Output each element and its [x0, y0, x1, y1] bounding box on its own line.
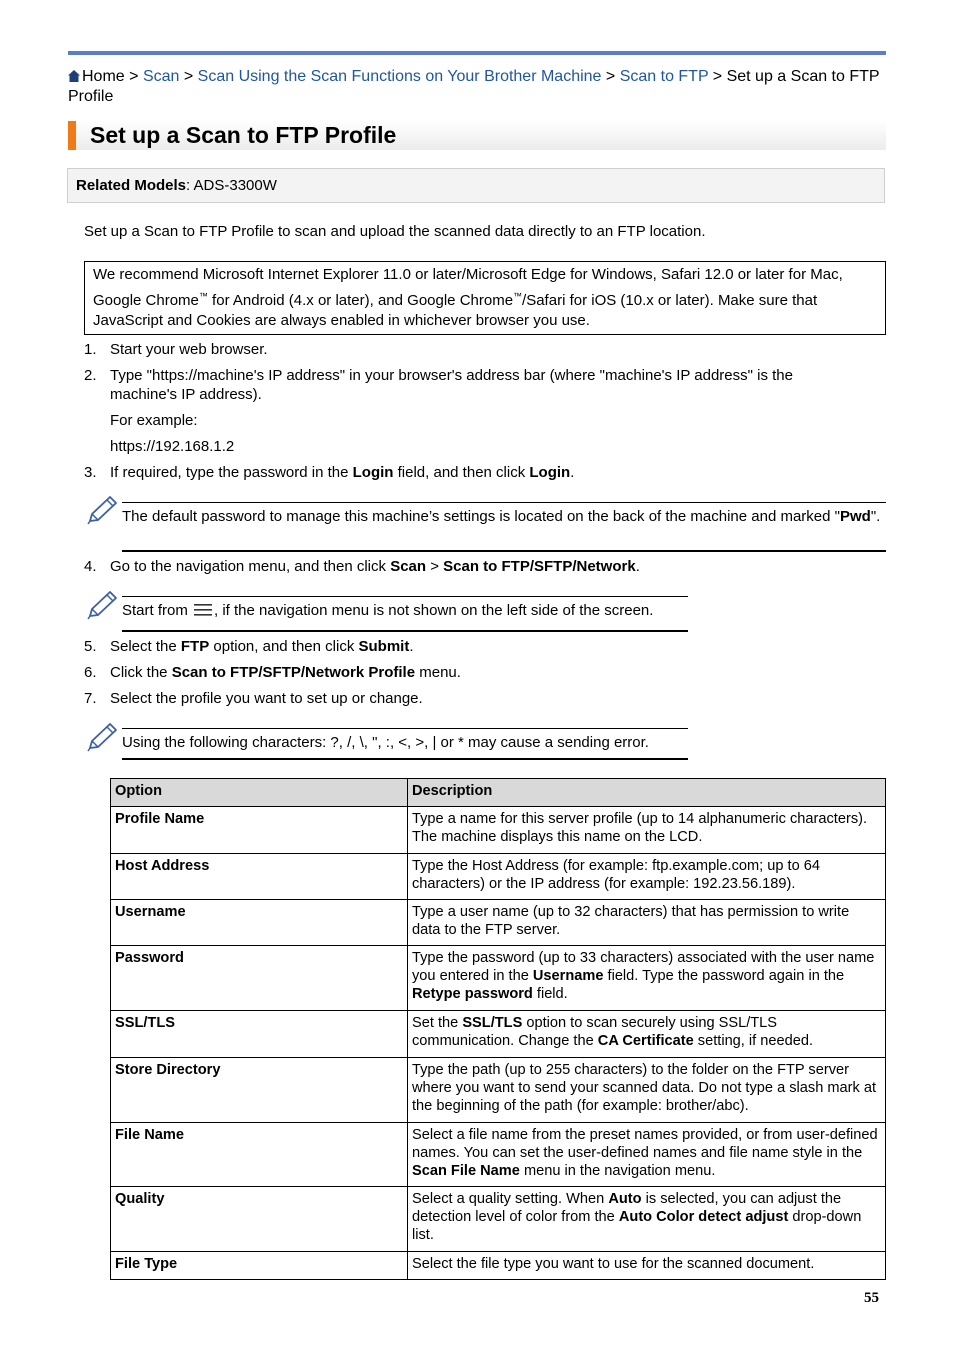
step-text: Start your web browser. — [110, 341, 268, 358]
note-text: We recommend Microsoft Internet Explorer 11.0 or later/Microsoft Edge for Windows, Safari 12.0 or later for Mac, Google Chrome — [93, 266, 843, 309]
step-number: 4. — [84, 558, 97, 575]
description-cell: Select a quality setting. When Auto is selected, you can adjust the detection level of color from the Auto Color detect adjust drop-down list. — [408, 1187, 886, 1252]
description-cell: Select a file name from the preset names provided, or from user-defined names. You can set the user-defined names and file name style in the Scan File Name menu in the navigation menu. — [408, 1123, 886, 1187]
step-text: Type "https://machine's IP address" in your browser's address bar (where "machine's IP address" is the machine's IP address). — [110, 367, 793, 403]
option-cell: Host Address — [111, 854, 408, 900]
step-number: 3. — [84, 464, 97, 481]
tip-text: Using the following characters: ?, /, \, ", :, <, >, | or * may cause a sending error. — [122, 728, 688, 760]
table-row — [111, 1252, 886, 1280]
step-number: 1. — [84, 341, 97, 358]
option-cell: File Name — [111, 1123, 408, 1187]
step-number: 2. — [84, 367, 97, 384]
breadcrumb-separator: > — [183, 68, 194, 85]
description-cell: Type the Host Address (for example: ftp.example.com; up to 64 characters) or the IP address (for example: 192.23.56.189). — [408, 854, 886, 900]
example-url: https://192.168.1.2 — [110, 438, 235, 455]
option-cell: Quality — [111, 1187, 408, 1252]
option-cell: Store Directory — [111, 1058, 408, 1123]
tip-text: The default password to manage this machine’s settings is located on the back of the machine and marked "Pwd". — [122, 502, 886, 552]
description-cell: Type a user name (up to 32 characters) that has permission to write data to the FTP server. — [408, 900, 886, 946]
option-cell: SSL/TLS — [111, 1011, 408, 1058]
breadcrumb-separator: > — [712, 68, 723, 85]
step-number: 7. — [84, 690, 97, 707]
description-cell: Set the SSL/TLS option to scan securely using SSL/TLS communication. Change the CA Certificate setting, if needed. — [408, 1011, 886, 1058]
table-row — [111, 1187, 886, 1252]
note-text: for Android (4.x or later), and Google Chrome — [207, 291, 514, 309]
browser-note — [84, 261, 886, 335]
breadcrumb-link-scan[interactable]: Scan — [142, 68, 180, 85]
breadcrumb-separator: > — [605, 68, 616, 85]
table-header-row — [111, 779, 886, 807]
related-models — [67, 168, 885, 203]
breadcrumb — [68, 67, 886, 107]
intro-text: Set up a Scan to FTP Profile to scan and upload the scanned data directly to an FTP location. — [84, 223, 706, 240]
table-row — [111, 946, 886, 1011]
table-row — [111, 1011, 886, 1058]
step-text: Select the profile you want to set up or change. — [110, 690, 423, 707]
tip-text: Start from , if the navigation menu is not shown on the left side of the screen. — [122, 596, 688, 632]
hamburger-menu-icon — [194, 604, 212, 616]
trademark: ™ — [513, 290, 523, 301]
option-cell: Password — [111, 946, 408, 1011]
step-number: 6. — [84, 664, 97, 681]
page-title: Set up a Scan to FTP Profile — [90, 122, 397, 148]
option-cell: Username — [111, 900, 408, 946]
pencil-note-icon — [86, 722, 118, 752]
trademark: ™ — [198, 290, 208, 301]
description-cell: Type the path (up to 255 characters) to the folder on the FTP server where you want to send your scanned data. Do not type a slash mark at the beginning of the path (for example: brother/abc). — [408, 1058, 886, 1123]
column-header-option: Option — [111, 779, 408, 807]
description-cell: Type the password (up to 33 characters) associated with the user name you entered in the Username field. Type the password again in the Retype password field. — [408, 946, 886, 1011]
table-row — [111, 900, 886, 946]
breadcrumb-link-scan-to-ftp[interactable]: Scan to FTP — [619, 68, 709, 85]
page-number: 55 — [864, 1290, 879, 1306]
note-text: /Safari for iOS (10.x or later). Make sure that JavaScript and Cookies are always enabled in whichever browser you use. — [93, 291, 818, 329]
table-row — [111, 1058, 886, 1123]
title-bar — [68, 120, 886, 150]
title-accent — [68, 121, 76, 150]
breadcrumb-link-scan-functions[interactable]: Scan Using the Scan Functions on Your Brother Machine — [197, 68, 602, 85]
column-header-description: Description — [408, 779, 886, 807]
home-icon — [68, 70, 80, 82]
table-row — [111, 1123, 886, 1187]
description-cell: Type a name for this server profile (up to 14 alphanumeric characters). The machine displays this name on the LCD. — [408, 807, 886, 854]
step-text: Click the Scan to FTP/SFTP/Network Profile menu. — [110, 664, 461, 681]
pencil-note-icon — [86, 590, 118, 620]
description-cell: Select the file type you want to use for the scanned document. — [408, 1252, 886, 1280]
options-table — [110, 778, 886, 1280]
top-rule — [68, 51, 886, 55]
pencil-note-icon — [86, 495, 118, 525]
related-models-label: Related Models — [76, 177, 187, 194]
breadcrumb-home[interactable]: Home — [82, 68, 125, 85]
option-cell: File Type — [111, 1252, 408, 1280]
breadcrumb-current: Set up a Scan to FTP Profile — [68, 68, 880, 105]
breadcrumb-separator: > — [129, 68, 139, 85]
option-cell: Profile Name — [111, 807, 408, 854]
step-text: Select the FTP option, and then click Submit. — [110, 638, 414, 655]
step-text: Go to the navigation menu, and then click Scan > Scan to FTP/SFTP/Network. — [110, 558, 640, 575]
table-row — [111, 807, 886, 854]
step-text: If required, type the password in the Login field, and then click Login. — [110, 464, 575, 481]
step-number: 5. — [84, 638, 97, 655]
example-label: For example: — [110, 412, 198, 429]
table-row — [111, 854, 886, 900]
related-models-value: : ADS-3300W — [186, 177, 277, 194]
